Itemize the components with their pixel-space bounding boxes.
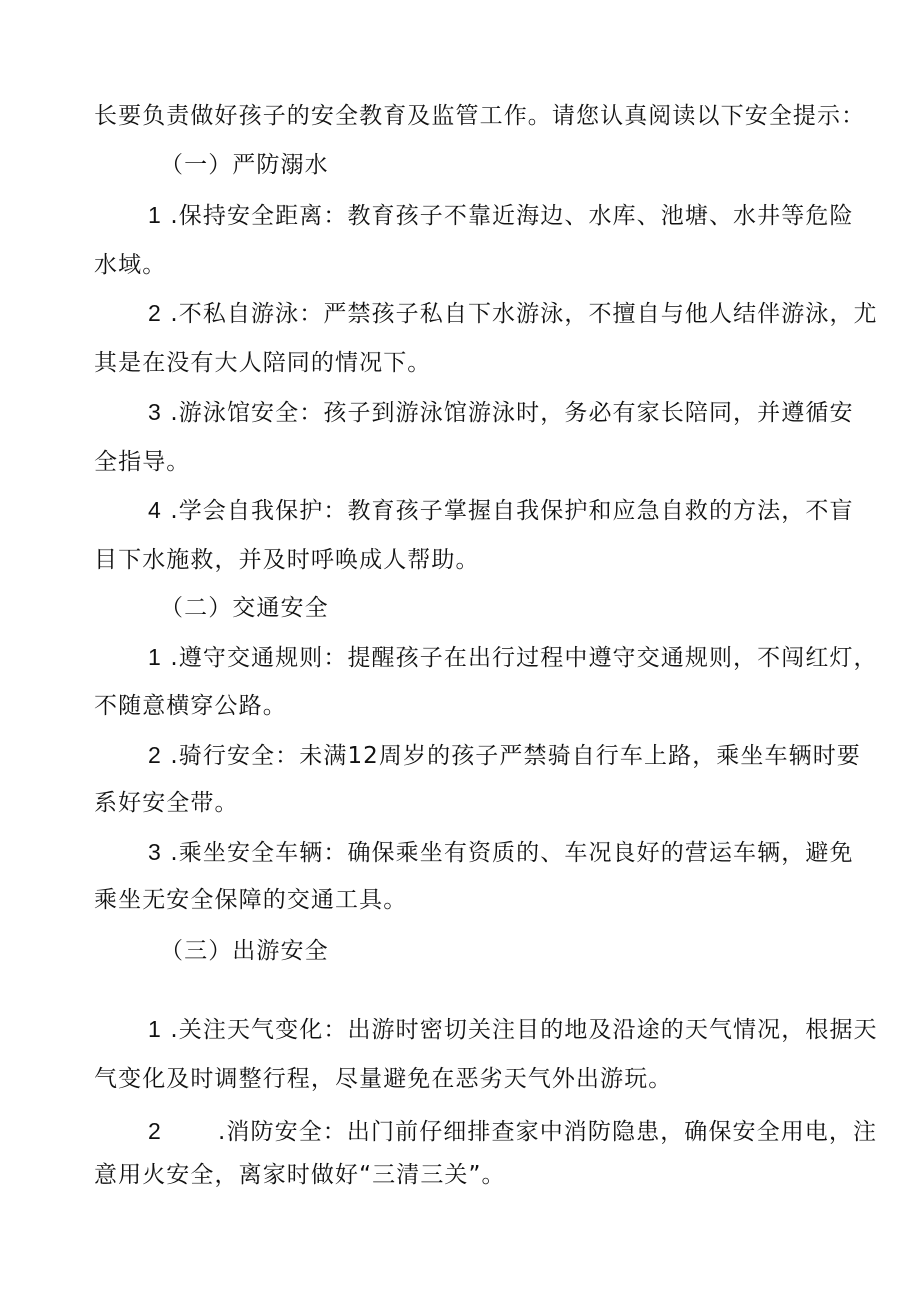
item-number: 3 <box>148 839 162 865</box>
item-number: 1 <box>148 644 162 670</box>
list-item-line2: 其是在没有大人陪同的情况下。 <box>94 350 432 376</box>
item-number: 3 <box>148 399 162 425</box>
item-text: .关注天气变化：出游时密切关注目的地及沿途的天气情况，根据天 <box>170 1017 878 1043</box>
list-item-line2: 乘坐无安全保障的交通工具。 <box>94 887 408 913</box>
list-item-line1 <box>148 494 854 527</box>
list-item-line2: 水域。 <box>94 252 167 278</box>
list-item-line2: 全指导。 <box>94 449 191 475</box>
item-number: 2 <box>148 742 162 768</box>
item-text: .乘坐安全车辆：确保乘坐有资质的、车况良好的营运车辆，避免 <box>170 840 854 866</box>
item-text: .骑行安全：未满12周岁的孩子严禁骑自行车上路，乘坐车辆时要 <box>170 743 861 769</box>
item-text: .遵守交通规则：提醒孩子在出行过程中遵守交通规则，不闯红灯， <box>170 645 878 671</box>
item-text: .保持安全距离：教育孩子不靠近海边、水库、池塘、水井等危险 <box>170 203 854 229</box>
list-item-line1 <box>148 641 878 674</box>
list-item-line1 <box>148 1013 878 1046</box>
item-text: .不私自游泳：严禁孩子私自下水游泳，不擅自与他人结伴游泳，尤 <box>170 301 878 327</box>
item-text: .游泳馆安全：孩子到游泳馆游泳时，务必有家长陪同，并遵循安 <box>170 400 854 426</box>
section-heading-drowning: （一）严防溺水 <box>160 152 329 178</box>
item-number: 1 <box>148 1016 162 1042</box>
list-item-line2: 目下水施救，并及时呼唤成人帮助。 <box>94 547 480 573</box>
list-item-line2: 意用火安全，离家时做好“三清三关”。 <box>94 1162 506 1188</box>
item-text: .消防安全：出门前仔细排查家中消防隐患，确保安全用电，注 <box>218 1119 878 1145</box>
list-item-line1 <box>148 739 861 772</box>
list-item-line1 <box>148 199 854 232</box>
list-item-line2: 不随意横穿公路。 <box>94 693 287 719</box>
list-item-line2: 系好安全带。 <box>94 790 239 816</box>
section-heading-traffic: （二）交通安全 <box>160 595 329 621</box>
item-number: 2 <box>148 300 162 326</box>
list-item-line1 <box>148 1115 877 1148</box>
intro-paragraph-tail: 长要负责做好孩子的安全教育及监管工作。请您认真阅读以下安全提示： <box>94 103 866 129</box>
list-item-line1 <box>148 836 854 869</box>
item-number: 4 <box>148 497 162 523</box>
item-text: .学会自我保护：教育孩子掌握自我保护和应急自救的方法，不盲 <box>170 498 854 524</box>
list-item-line2: 气变化及时调整行程，尽量避免在恶劣天气外出游玩。 <box>94 1066 673 1092</box>
item-number: 2 <box>148 1118 162 1144</box>
item-number: 1 <box>148 202 162 228</box>
list-item-line1 <box>148 297 878 330</box>
section-heading-travel: （三）出游安全 <box>160 938 329 964</box>
list-item-line1 <box>148 396 854 429</box>
